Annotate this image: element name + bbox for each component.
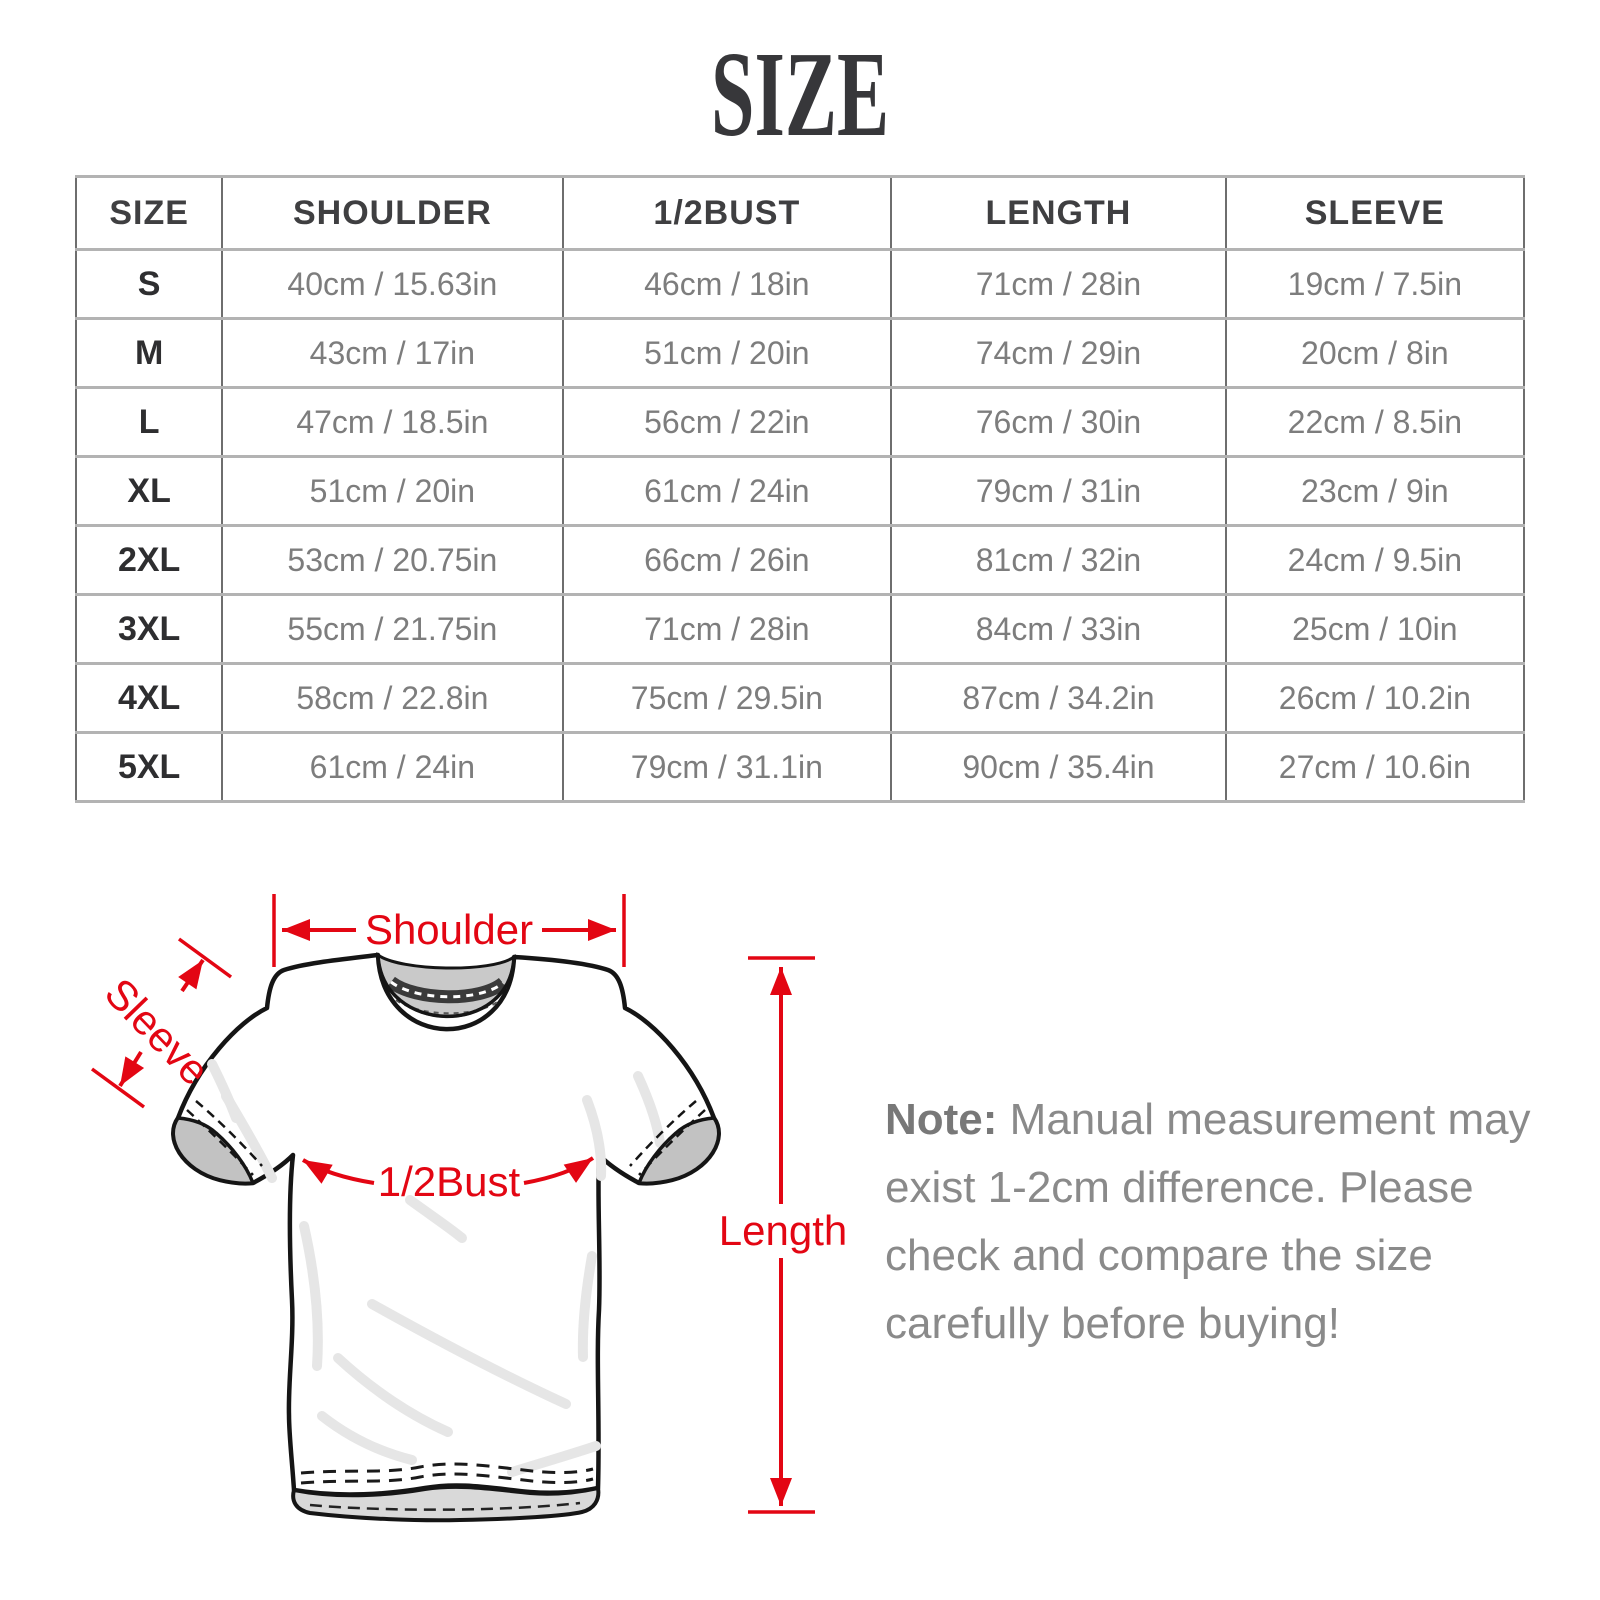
table-row-5xl [76,733,1524,802]
sleeve-cell: 24cm / 9.5in [1226,526,1524,595]
length-cell: 90cm / 35.4in [891,733,1225,802]
sleeve-cell: 26cm / 10.2in [1226,664,1524,733]
bust-cell: 66cm / 26in [563,526,892,595]
table-row-3xl [76,595,1524,664]
size-label: XL [76,457,222,526]
sleeve-cell: 27cm / 10.6in [1226,733,1524,802]
sleeve-arrow-down [120,1052,141,1086]
table-row-4xl [76,664,1524,733]
table-row-xl [76,457,1524,526]
measurement-note [885,1086,1540,1358]
shoulder-cell: 55cm / 21.75in [222,595,562,664]
sleeve-cell: 25cm / 10in [1226,595,1524,664]
length-cell: 81cm / 32in [891,526,1225,595]
page-title [0,27,1600,162]
col-header-length: LENGTH [891,177,1225,250]
shoulder-cell: 53cm / 20.75in [222,526,562,595]
shoulder-cell: 43cm / 17in [222,319,562,388]
size-label: S [76,250,222,319]
shoulder-cell: 61cm / 24in [222,733,562,802]
tshirt-measurement-diagram [60,860,860,1580]
bust-cell: 71cm / 28in [563,595,892,664]
size-label: M [76,319,222,388]
length-cell: 84cm / 33in [891,595,1225,664]
shoulder-cell: 51cm / 20in [222,457,562,526]
col-header-bust: 1/2BUST [563,177,892,250]
sleeve-tick-top [179,939,231,977]
col-header-sleeve: SLEEVE [1226,177,1524,250]
bust-dimension-label: 1/2Bust [377,1158,521,1205]
shoulder-cell: 40cm / 15.63in [222,250,562,319]
size-label: 4XL [76,664,222,733]
size-label: L [76,388,222,457]
bust-cell: 56cm / 22in [563,388,892,457]
bust-cell: 79cm / 31.1in [563,733,892,802]
sleeve-tick-bottom [92,1069,144,1107]
shoulder-cell: 58cm / 22.8in [222,664,562,733]
length-dimension-label: Length [718,1207,848,1254]
size-table [75,175,1525,803]
sleeve-cell: 22cm / 8.5in [1226,388,1524,457]
bust-cell: 75cm / 29.5in [563,664,892,733]
table-row-2xl [76,526,1524,595]
table-row-m [76,319,1524,388]
length-cell: 74cm / 29in [891,319,1225,388]
shoulder-dimension-label: Shoulder [364,906,534,953]
table-row-l [76,388,1524,457]
length-cell: 71cm / 28in [891,250,1225,319]
sleeve-cell: 20cm / 8in [1226,319,1524,388]
length-cell: 79cm / 31in [891,457,1225,526]
sleeve-arrow-up [182,960,203,991]
sleeve-cell: 19cm / 7.5in [1226,250,1524,319]
page-title-text: SIZE [711,27,889,162]
note-text: Manual measurement may exist 1-2cm difference. Please check and compare the size carefully before buying! [885,1095,1531,1348]
table-row-s [76,250,1524,319]
col-header-shoulder: SHOULDER [222,177,562,250]
bust-cell: 61cm / 24in [563,457,892,526]
table-header-row [76,177,1524,250]
length-cell: 76cm / 30in [891,388,1225,457]
note-label: Note: [885,1095,998,1144]
size-label: 2XL [76,526,222,595]
sleeve-dimension-label: Sleeve [95,969,219,1095]
bust-cell: 51cm / 20in [563,319,892,388]
sleeve-cell: 23cm / 9in [1226,457,1524,526]
shoulder-cell: 47cm / 18.5in [222,388,562,457]
size-label: 3XL [76,595,222,664]
size-label: 5XL [76,733,222,802]
col-header-size: SIZE [76,177,222,250]
length-cell: 87cm / 34.2in [891,664,1225,733]
bust-cell: 46cm / 18in [563,250,892,319]
